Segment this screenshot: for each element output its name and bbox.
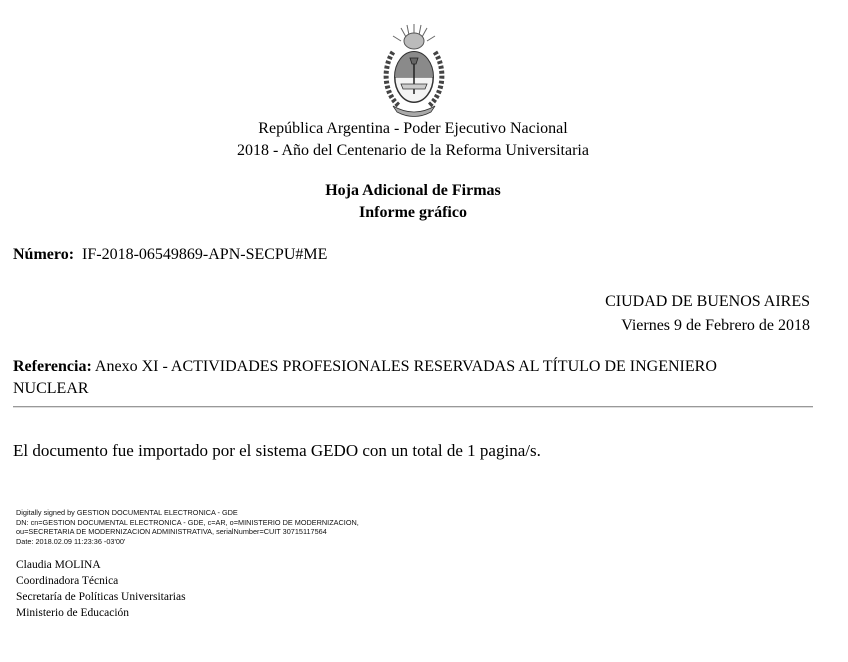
signer-ministry: Ministerio de Educación <box>16 607 130 619</box>
date: Viernes 9 de Febrero de 2018 <box>621 317 810 334</box>
document-number <box>13 244 327 266</box>
coat-of-arms-icon <box>379 22 449 127</box>
document-subtitle: Informe gráfico <box>359 204 467 221</box>
digital-signature <box>16 508 359 546</box>
divider <box>13 406 813 407</box>
referencia-text: Anexo XI - ACTIVIDADES PROFESIONALES RESERVADAS AL TÍTULO DE INGENIERO NUCLEAR <box>13 358 717 397</box>
signature-line-1: Digitally signed by GESTION DOCUMENTAL ELECTRONICA - GDE <box>16 508 238 517</box>
header-line-1: República Argentina - Poder Ejecutivo Nacional <box>258 120 568 137</box>
city: CIUDAD DE BUENOS AIRES <box>605 293 810 310</box>
body-text: El documento fue importado por el sistema GEDO con un total de 1 pagina/s. <box>13 441 541 460</box>
signer-name: Claudia MOLINA <box>16 559 101 571</box>
signature-line-4: Date: 2018.02.09 11:23:36 -03'00' <box>16 536 126 546</box>
signature-line-3: ou=SECRETARIA DE MODERNIZACION ADMINISTRATIVA, serialNumber=CUIT 30715117564 <box>16 527 327 537</box>
header-line-2: 2018 - Año del Centenario de la Reforma Universitaria <box>237 142 589 159</box>
numero-value: IF-2018-06549869-APN-SECPU#ME <box>82 246 328 263</box>
signer-role: Coordinadora Técnica <box>16 575 119 587</box>
reference <box>13 356 773 400</box>
referencia-label: Referencia: <box>13 358 92 375</box>
document-title: Hoja Adicional de Firmas <box>325 182 501 199</box>
numero-label: Número: <box>13 246 75 263</box>
signer-office: Secretaría de Políticas Universitarias <box>16 591 186 603</box>
signature-line-2: DN: cn=GESTION DOCUMENTAL ELECTRONICA - GDE, c=AR, o=MINISTERIO DE MODERNIZACION, <box>16 517 359 527</box>
location-block <box>605 290 810 338</box>
signer-block <box>16 557 186 621</box>
